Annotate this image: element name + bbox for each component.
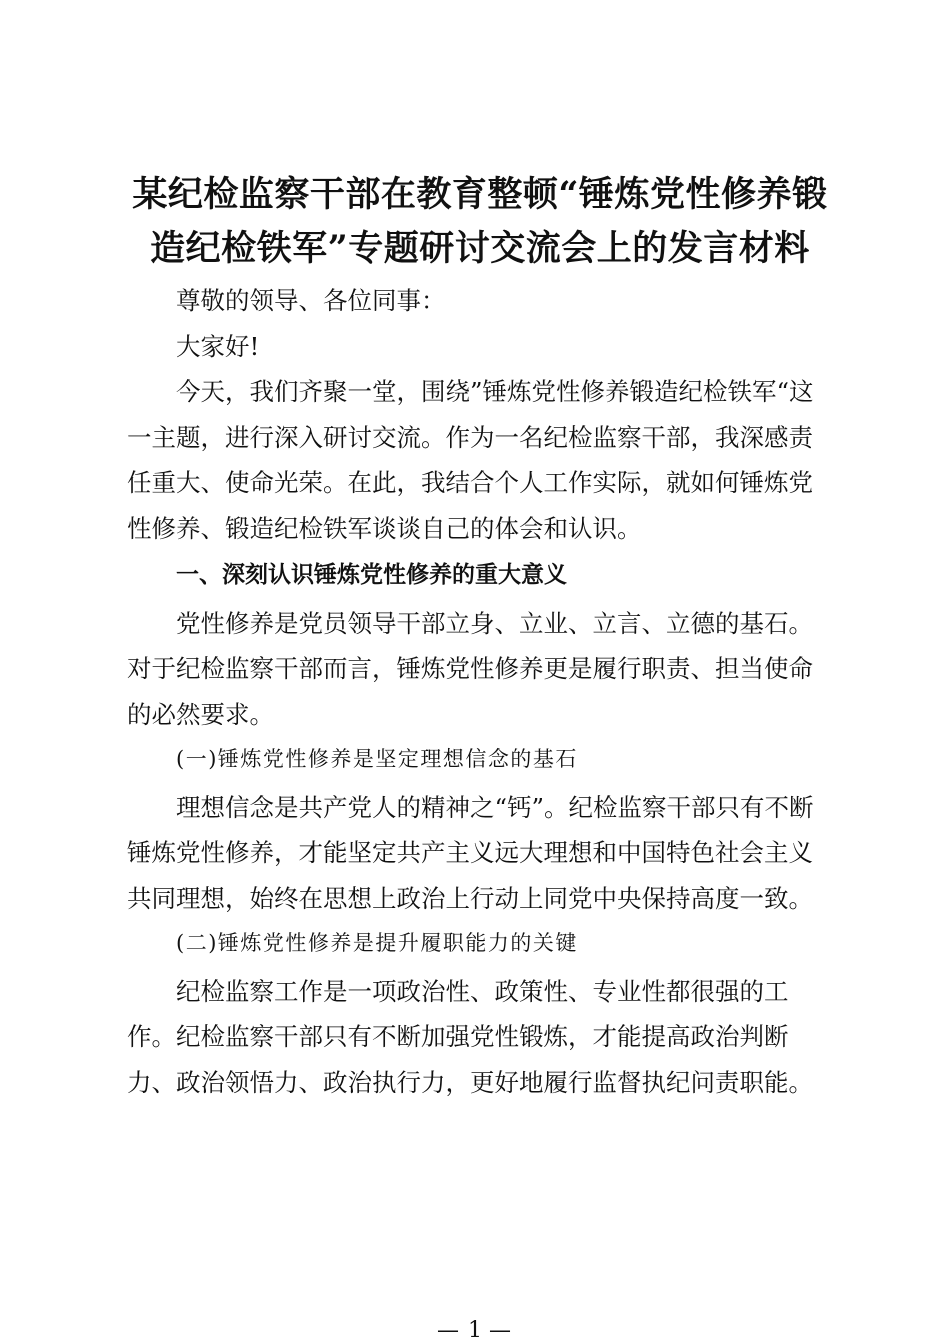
title-line-2: 造纪检铁军”专题研讨交流会上的发言材料 [150,228,810,269]
intro-paragraph: 今天，我们齐聚一堂，围绕”锤炼党性修养锻造纪检铁军“这一主题，进行深入研讨交流。作为一名纪检监察干部，我深感责任重大、使命光荣。在此，我结合个人工作实际，就如何锤炼党性修养、锻造纪检铁军谈谈自己的体会和认识。 [127,377,814,543]
page-number: 1 [468,1318,482,1343]
document-body [127,278,823,1105]
section-1-paragraph: 党性修养是党员领导干部立身、立业、立言、立德的基石。对于纪检监察干部而言，锤炼党性修养更是履行职责、担当使命的必然要求。 [127,608,813,729]
greeting: 尊敬的领导、各位同事： [176,286,446,315]
subsection-2-heading: (二)锤炼党性修养是提升履职能力的关键 [176,931,578,955]
hello: 大家好! [176,331,260,361]
subsection-2-paragraph: 纪检监察工作是一项政治性、政策性、专业性都很强的工作。纪检监察干部只有不断加强党性锻炼，才能提高政治判断力、政治领悟力、政治执行力，更好地履行监督执纪问责职能。 [127,976,813,1097]
subsection-1-heading: (一)锤炼党性修养是坚定理想信念的基石 [176,747,578,771]
footer-dash-left: — [437,1318,461,1343]
footer-dash-right: — [489,1318,513,1343]
page-footer [0,1318,950,1344]
title-line-1: 某纪检监察干部在教育整顿“锤炼党性修养锻 [132,174,828,215]
subsection-1-paragraph: 理想信念是共产党人的精神之“钙”。纪检监察干部只有不断锤炼党性修养，才能坚定共产主义远大理想和中国特色社会主义共同理想，始终在思想上政治上行动上同党中央保持高度一致。 [127,792,814,913]
section-1-heading: 一、深刻认识锤炼党性修养的重大意义 [176,562,567,588]
document-title [100,168,860,276]
